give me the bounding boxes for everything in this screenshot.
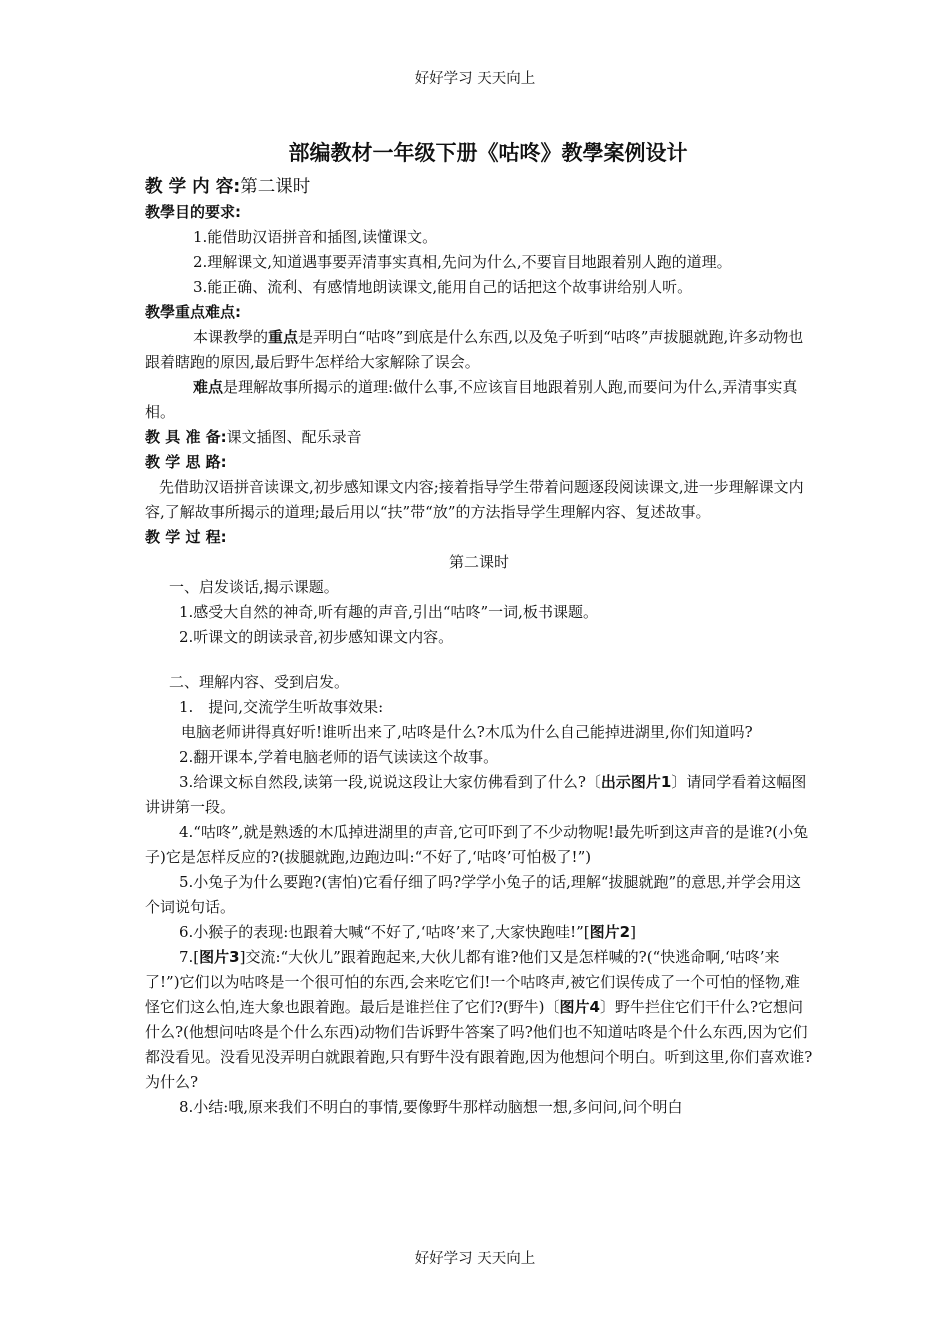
step-7-emphasis: 图片4 bbox=[559, 998, 600, 1016]
preparation-label: 教 具 准 备: bbox=[145, 428, 227, 446]
objective-item: 1.能借助汉语拼音和插图,读懂课文。 bbox=[193, 228, 438, 246]
preparation-line bbox=[145, 425, 813, 450]
spacer bbox=[145, 650, 813, 670]
step-3-text: 3.给课文标自然段,读第一段,说说这段让大家仿佛看到了什么?〔 bbox=[179, 773, 601, 791]
step-6 bbox=[145, 920, 813, 945]
content-value: 第二课时 bbox=[240, 177, 311, 197]
step-7-text: ]交流:“大伙儿”跟着跑起来,大伙儿都有谁?他们又是怎样喊的?(“快逃命啊,‘咕咚’来了!”)它们以为咕咚是一个很可怕的东西,会来吃它们!一个咕咚声,被它们误传成了一个可怕的怪物,难怪它们这么怕,连大象也跟着跑。最后是谁拦住了它们?(野牛)〔 bbox=[145, 948, 800, 1016]
section2-heading: 二、理解内容、受到启发。 bbox=[169, 673, 350, 691]
objectives-label: 教學目的要求: bbox=[145, 203, 241, 221]
step-2: 2.翻开课本,学着电脑老师的语气读读这个故事。 bbox=[179, 748, 499, 766]
page-header: 好好学习 天天向上 bbox=[414, 71, 536, 87]
key-point-text: 本课教學的 bbox=[193, 328, 269, 346]
section1-heading: 一、启发谈话,揭示课题。 bbox=[169, 578, 339, 596]
step-6-text: ] bbox=[630, 923, 636, 941]
objective-item: 3.能正确、流利、有感情地朗读课文,能用自己的话把这个故事讲给别人听。 bbox=[193, 278, 693, 296]
step-5: 5.小兔子为什么要跑?(害怕)它看仔细了吗?学学小兔子的话,理解“拔腿就跑”的意思,并学会用这个词说句话。 bbox=[145, 873, 801, 916]
step-7-text: 〕野牛拦住它们干什么?它想问什么?(他想问咕咚是个什么东西)动物们告诉野牛答案了吗?他们也不知道咕咚是个什么东西,因为它们都没看见。没看见没弄明白就跟着跑,只有野牛没有跟着跑,因为他想问个明白。听到这里,你们喜欢谁?为什么? bbox=[145, 998, 813, 1091]
document-body bbox=[145, 136, 813, 1120]
content-label: 教 学 内 容: bbox=[145, 177, 241, 197]
document-title: 部编教材一年级下册《咕咚》教學案例设计 bbox=[288, 141, 688, 165]
process-label: 教 学 过 程: bbox=[145, 528, 227, 546]
difficulty-text: 是理解故事所揭示的道理:做什么事,不应该盲目地跟着别人跑,而要问为什么,弄清事实真相。 bbox=[145, 378, 798, 421]
section1-item: 1.感受大自然的神奇,听有趣的声音,引出“咕咚”一词,板书课题。 bbox=[179, 603, 598, 621]
step-7-text: 7.[ bbox=[179, 948, 200, 966]
key-point-paragraph bbox=[145, 325, 813, 375]
step-8: 8.小结:哦,原来我们不明白的事情,要像野牛那样动脑想一想,多问问,问个明白 bbox=[179, 1098, 683, 1116]
step-3-emphasis: 出示图片1 bbox=[600, 773, 672, 791]
page-footer: 好好学习 天天向上 bbox=[414, 1251, 536, 1267]
key-points-label: 教學重点难点: bbox=[145, 303, 241, 321]
preparation-value: 课文插图、配乐录音 bbox=[226, 428, 362, 446]
step-3-text: 〕请同学看着这幅图讲讲第一段。 bbox=[145, 773, 807, 816]
content-line bbox=[145, 175, 813, 200]
key-point-emphasis: 重点 bbox=[268, 328, 299, 346]
difficulty-emphasis: 难点 bbox=[193, 378, 224, 396]
approach-text: 先借助汉语拼音读课文,初步感知课文内容;接着指导学生带着问题逐段阅读课文,进一步理解课文内容,了解故事所揭示的道理;最后用以“扶”带“放”的方法指导学生理解内容、复述故事。 bbox=[145, 478, 804, 521]
lesson-heading: 第二课时 bbox=[448, 553, 509, 571]
step-1-text: 电脑老师讲得真好听!谁听出来了,咕咚是什么?木瓜为什么自己能掉进湖里,你们知道吗? bbox=[181, 723, 753, 741]
difficulty-paragraph bbox=[145, 375, 813, 425]
key-point-text: 是弄明白“咕咚”到底是什么东西,以及兔子听到“咕咚”声拔腿就跑,许多动物也跟着瞎跑的原因,最后野牛怎样给大家解除了误会。 bbox=[145, 328, 804, 371]
step-4: 4.“咕咚”,就是熟透的木瓜掉进湖里的声音,它可吓到了不少动物呢!最先听到这声音的是谁?(小兔子)它是怎样反应的?(拔腿就跑,边跑边叫:“不好了,‘咕咚’可怕极了!”) bbox=[145, 823, 809, 866]
step-6-emphasis: 图片2 bbox=[589, 923, 631, 941]
step-7-emphasis: 图片3 bbox=[199, 948, 240, 966]
objective-item: 2.理解课文,知道遇事要弄清事实真相,先问为什么,不要盲目地跟着别人跑的道理。 bbox=[193, 253, 732, 271]
section1-item: 2.听课文的朗读录音,初步感知课文内容。 bbox=[179, 628, 454, 646]
step-6-text: 6.小猴子的表现:也跟着大喊“不好了,‘咕咚’来了,大家快跑哇!”[ bbox=[179, 923, 590, 941]
approach-label: 教 学 思 路: bbox=[145, 453, 227, 471]
step-3 bbox=[145, 770, 813, 820]
step-1: 1. 提问,交流学生听故事效果: bbox=[179, 698, 384, 716]
step-7 bbox=[145, 945, 813, 1095]
